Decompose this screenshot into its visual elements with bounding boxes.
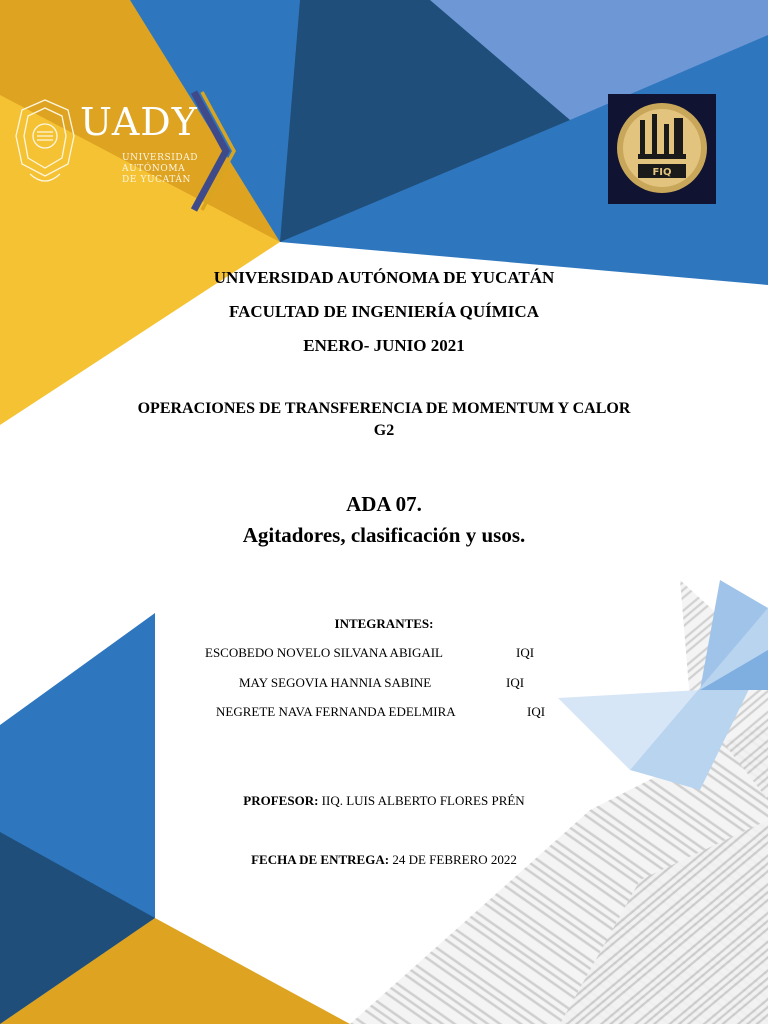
member-program: IQI <box>527 704 546 719</box>
assignment-number: ADA 07. <box>346 492 422 516</box>
member-program: IQI <box>516 645 535 660</box>
university-name: UNIVERSIDAD AUTÓNOMA DE YUCATÁN <box>213 268 555 287</box>
member-name: ESCOBEDO NOVELO SILVANA ABIGAIL <box>205 645 443 660</box>
faculty-logo-icon <box>608 94 716 204</box>
assignment-title: Agitadores, clasificación y usos. <box>242 523 526 547</box>
member-row <box>0 645 768 665</box>
svg-text:FIQ: FIQ <box>652 167 672 178</box>
professor-name: IIQ. LUIS ALBERTO FLORES PRÉN <box>321 793 525 808</box>
delivery-date: 24 DE FEBRERO 2022 <box>392 852 517 867</box>
uady-wordmark: UADY <box>80 100 198 144</box>
members-label: INTEGRANTES: <box>334 616 434 631</box>
delivery-line <box>0 852 768 868</box>
member-row <box>0 704 768 724</box>
course-group: G2 <box>373 422 395 439</box>
professor-label: PROFESOR: <box>243 793 319 808</box>
member-row <box>0 675 768 695</box>
professor-line <box>0 793 768 809</box>
academic-period: ENERO- JUNIO 2021 <box>303 336 465 355</box>
delivery-label: FECHA DE ENTREGA: <box>251 852 390 867</box>
course-name: OPERACIONES DE TRANSFERENCIA DE MOMENTUM Y CALOR <box>137 400 631 417</box>
faculty-name: FACULTAD DE INGENIERÍA QUÍMICA <box>229 302 539 321</box>
member-name: MAY SEGOVIA HANNIA SABINE <box>239 675 432 690</box>
member-program: IQI <box>506 675 525 690</box>
uady-wordmark-subtitle: UNIVERSIDAD AUTÓNOMA DE YUCATÁN <box>122 153 199 185</box>
member-name: NEGRETE NAVA FERNANDA EDELMIRA <box>216 704 456 719</box>
